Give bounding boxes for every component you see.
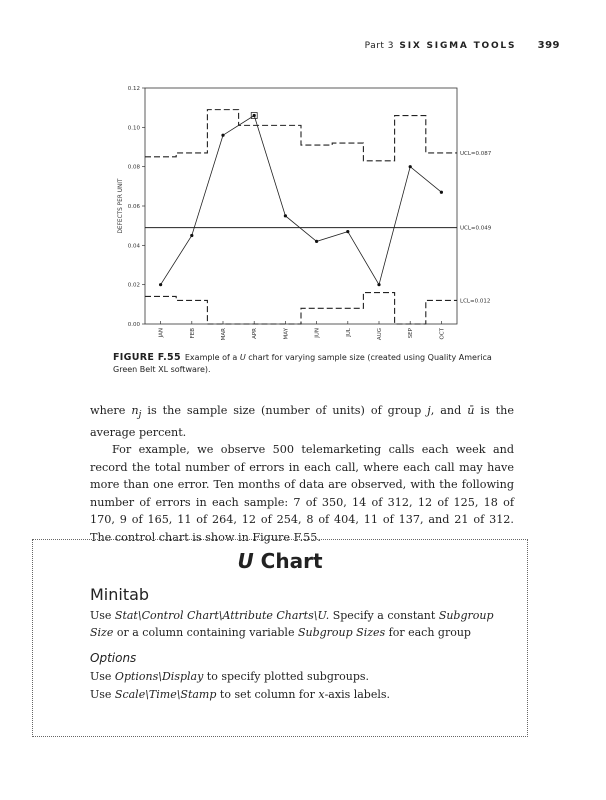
x-tick-label: OCT [439, 328, 446, 340]
u-point [253, 114, 256, 117]
y-tick-label: 0.04 [127, 243, 140, 250]
u-chart-sidebar-box [32, 539, 528, 737]
lcl-label: LCL=0.012 [460, 298, 491, 305]
y-tick-label: 0.12 [127, 86, 140, 92]
u-point [221, 134, 224, 137]
u-point [315, 240, 318, 243]
u-point [440, 191, 443, 194]
header-section: SIX SIGMA TOOLS [399, 41, 517, 51]
paragraph-1: where $n_j$ is the sample size (number of units) of group j, and ū is the average percent. [90, 404, 514, 439]
y-tick-label: 0.06 [127, 204, 140, 210]
plot-area [145, 88, 457, 324]
y-axis-label: DEFECTS PER UNIT [118, 178, 124, 234]
x-tick-label: AUG [377, 328, 383, 341]
box-title: U Chart [237, 549, 323, 573]
x-tick-label: JUN [314, 328, 321, 338]
running-header [365, 40, 560, 51]
u-point [409, 165, 412, 168]
minitab-instructions: Use Stat\Control Chart\Attribute Charts\U. Specify a constant Subgroup Size or a column containing variable Subgroup Sizes for each group [90, 609, 494, 639]
minitab-heading: Minitab [90, 585, 150, 604]
options-line-2: Use Scale\Time\Stamp to set column for x-axis labels. [90, 688, 391, 701]
x-tick-label: APR [252, 328, 259, 339]
y-tick-label: 0.00 [127, 322, 140, 328]
ucl-label: UCL=0.087 [460, 150, 492, 157]
body-text [90, 402, 514, 546]
x-tick-label: JUL [345, 328, 352, 337]
x-tick-label: SEP [408, 328, 415, 339]
x-tick-label: MAR [221, 328, 227, 341]
u-chart [108, 78, 508, 348]
y-tick-label: 0.08 [127, 164, 140, 171]
u-point [377, 283, 380, 286]
figure-caption: FIGURE F.55 Example of a U chart for varying sample size (created using Quality America Green Belt XL software). [113, 352, 492, 374]
x-tick-label: FEB [189, 328, 196, 339]
header-part: Part 3 [364, 41, 395, 51]
options-line-1: Use Options\Display to specify plotted subgroups. [90, 670, 370, 683]
center-label: UCL=0.049 [460, 225, 492, 232]
u-point [346, 230, 349, 233]
x-tick-label: JAN [158, 328, 165, 338]
page-number: 399 [537, 40, 560, 51]
u-point [190, 234, 193, 237]
paragraph-2: For example, we observe 500 telemarketing calls each week and record the total number of errors in each call, where each call may have more than one error. Ten months of data are observed, with the following number of errors in each sample: 7 of 350, 14 of 312, 12 of 125, 18 of 170, 9 of 165, 11 of 264, 12 of 254, 8 of 404, 11 of 137, and 21 of 312. The control chart is show in Figure F.55. [90, 443, 514, 544]
u-point [159, 283, 162, 286]
y-tick-label: 0.02 [127, 282, 140, 289]
y-tick-label: 0.10 [127, 125, 140, 132]
figure-number: FIGURE F.55 [113, 352, 181, 363]
u-point [284, 214, 287, 217]
x-tick-label: MAY [283, 328, 290, 340]
options-heading: Options [90, 651, 137, 665]
